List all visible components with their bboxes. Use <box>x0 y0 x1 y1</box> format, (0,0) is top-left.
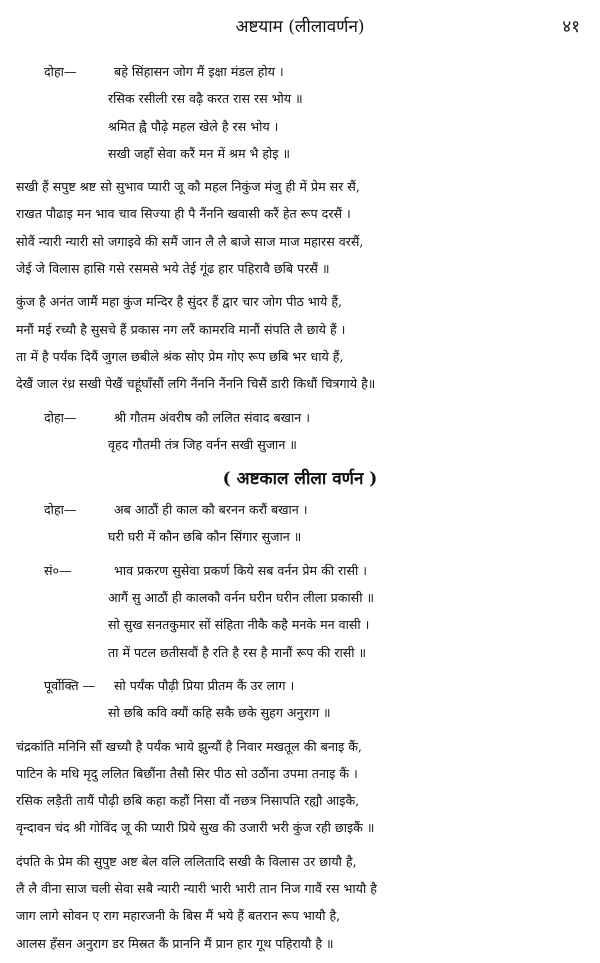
doha-stanza-2 <box>16 404 584 459</box>
verse-line: कुंज है अनंत जामैं महा कुंज मन्दिर है सुंदर हैं द्वार चार जोग पीठ भाये हैं, <box>16 294 343 310</box>
page-body <box>16 58 584 963</box>
verse-line: सखी जहाँ सेवा करैं मन में श्रम भै होइ ॥ <box>108 145 291 161</box>
verse-label: पूर्वोक्ति — <box>44 677 96 693</box>
savaiya-stanza <box>16 557 584 666</box>
kavitt-paragraph-2 <box>16 288 584 397</box>
verse-line <box>16 557 584 584</box>
page-header <box>0 14 600 44</box>
verse-line: सो छबि कवि क्यौं कहि सकै छके सुहग अनुराग ॥ <box>108 705 331 721</box>
verse-line: चंद्रकांति मनिनि सौं खच्यौ है पर्यंक भाये झुन्यौं है निवार मखतूल की बनाइ कैं, <box>16 738 362 754</box>
verse-text: सो पर्यंक पौढ़ी प्रिया प्रीतम कैं उर लाग । <box>114 677 295 693</box>
verse-line: देखैं जाल रंध्र सखी पेखैं चहूंघाँसौं लगि नैंननि नैंननि चिसैं डारी किधौं चित्रगाये है॥ <box>16 376 376 392</box>
verse-line: लै लै वीना साज चली सेवा सबै न्यारी न्यारी भारी भारी तान निज गावैं रस भायौ है <box>16 881 377 897</box>
verse-label: दोहा— <box>44 502 77 518</box>
verse-line: वृन्दावन चंद श्री गोविंद जू की प्यारी प्रिये सुख की उजारी भरी कुंज रही छाइकैं ॥ <box>16 820 375 836</box>
verse-label: दोहा— <box>44 64 77 79</box>
section-heading: ( अष्टकाल लीला वर्णन ) <box>222 469 378 490</box>
verse-line: मनौं मई रच्यौ है सुसचे हैं प्रकास नग लरैं कामरवि मानौं संपति लै छाये हैं । <box>16 321 346 337</box>
verse-line: वृहद गौतमी तंत्र जिह वर्नन सखी सुजान ॥ <box>108 436 297 452</box>
verse-line: आगैं सु आठौं ही कालकौ वर्नन घरीन घरीन लीला प्रकासी ॥ <box>108 590 375 606</box>
doha-stanza-3 <box>16 496 584 551</box>
verse-line: ता में है पर्यंक दियैं जुगल छबीले श्रंक सोए प्रेम गोए रूप छबि भर धाये हैं, <box>16 348 344 364</box>
verse-line: रसिक लड़ैती तायैं पौढ़ी छबि कहा कहौं निसा वौं नछत्र निसापति रह्यौ आइकै, <box>16 793 360 809</box>
verse-label: सं०— <box>44 562 72 578</box>
running-title: अष्टयाम (लीलावर्णन) <box>235 17 365 37</box>
verse-line: ता में पटल छतीसवौं है रति है रस है मानौं रूप की रासी ॥ <box>108 644 367 660</box>
purvokti-stanza <box>16 672 584 727</box>
verse-text: अब आठौं ही काल कौ बरनन करौं बखान । <box>114 502 308 518</box>
verse-line <box>16 58 584 85</box>
verse-text: भाव प्रकरण सुसेवा प्रकर्ण किये सब वर्नन प्रेम की रासी । <box>114 562 367 578</box>
verse-text: बहे सिंहासन जोग मैं इक्षा मंडल होय । <box>114 64 284 79</box>
verse-line: पाटिन के मधि मृदु ललित बिछौंना तैसौ सिर पीठ सो उठौंना उपमा तनाइ कैं । <box>16 765 358 781</box>
verse-line: आलस हँसन अनुराग डर मिस्रत कैं प्राननि मैं प्रान हार गूथ पहिरायौ है ॥ <box>16 935 334 951</box>
verse-line: श्रमित ह्वै पौढ़े महल खेले है रस भोय । <box>108 118 279 134</box>
doha-stanza-1 <box>16 58 584 167</box>
verse-text: श्री गौतम अंवरीष कौ ललित संवाद बखान । <box>114 409 311 425</box>
kavitt-paragraph-1 <box>16 173 584 282</box>
verse-line <box>16 672 584 699</box>
verse-line: जेई जे विलास हासि गसे रसमसे भये तेई गूंढ हार पहिरावै छबि परसैं ॥ <box>16 261 330 277</box>
verse-line: घरी घरी में कौन छबि कौन सिंगार सुजान ॥ <box>108 529 302 545</box>
verse-line <box>16 496 584 523</box>
verse-line: जाग लागे सोवन ए राग महारजनी के बिस मैं भये हैं बतरान रूप भायौ है, <box>16 908 341 924</box>
verse-line <box>16 404 584 431</box>
page-number: ४१ <box>562 17 580 37</box>
verse-line: राखत पौढाइ मन भाव चाव सिज्या ही पै नैंननि खवासी करैं हेत रूप दरसैं । <box>16 206 351 222</box>
verse-line: सोवैं न्यारी न्यारी सो जगाइवे की समैं जान लै लै बाजे साज माज महारस वरसैं, <box>16 233 364 249</box>
verse-line: सखी हैं सपुष्ट श्रष्ट सो सुभाव प्यारी जू कौ महल निकुंज मंजु ही में प्रेम सर सैं, <box>16 179 360 195</box>
verse-line: सो सुख सनतकुमार सों संहिता नीकै कहै मनके मन वासी । <box>108 617 370 633</box>
verse-line: दंपति के प्रेम की सुपुष्ट अष्ट बेल वलि ललितादि सखी कै विलास उर छायौ है, <box>16 853 357 869</box>
kavitt-paragraph-3 <box>16 733 584 842</box>
verse-label: दोहा— <box>44 409 77 425</box>
verse-line: रसिक रसीली रस वढ़ै करत रास रस भोय ॥ <box>108 91 303 107</box>
kavitt-paragraph-4 <box>16 848 584 957</box>
